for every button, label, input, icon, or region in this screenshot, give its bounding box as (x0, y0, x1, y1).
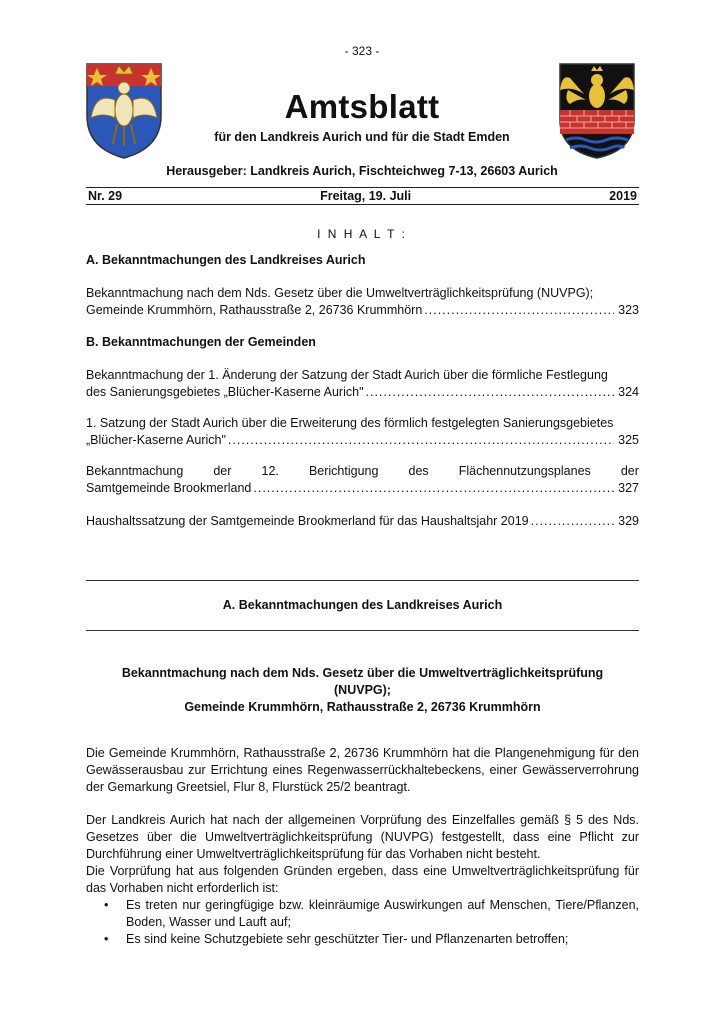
issue-date: Freitag, 19. Juli (320, 189, 412, 203)
toc-page-number: 327 (618, 481, 639, 495)
notice-title (86, 665, 639, 716)
toc-word: Flächennutzungsplanes (458, 464, 591, 478)
toc-entry-text: 1. Satzung der Stadt Aurich über die Erweiterung des förmlich festgelegten Sanierungsgebietes (86, 416, 614, 430)
section-heading: A. Bekanntmachungen des Landkreises Aurich (222, 598, 503, 612)
toc-entry-text: Samtgemeinde Brookmerland (86, 481, 252, 495)
toc-word: der (620, 464, 639, 478)
notice-title-line: (NUVPG); (334, 683, 391, 697)
body-paragraph: Die Vorprüfung hat aus folgenden Gründen ergeben, dass eine Umweltverträglichkeitsprüfung für das Vorhaben nicht erforderlich ist: (86, 864, 639, 895)
toc-entry-text: Bekanntmachung nach dem Nds. Gesetz über die Umweltverträglichkeitsprüfung (NUVPG); (86, 286, 594, 300)
toc-word: Berichtigung (308, 464, 379, 478)
toc-entry (86, 285, 639, 319)
gazette-title: Amtsblatt (284, 88, 440, 125)
toc-entry-text: Bekanntmachung der 1. Änderung der Satzung der Stadt Aurich über die förmliche Festlegung (86, 368, 608, 382)
toc-entry-text: Gemeinde Krummhörn, Rathausstraße 2, 26736 Krummhörn (86, 303, 423, 317)
toc-entry-text: des Sanierungsgebietes „Blücher-Kaserne Aurich" (86, 385, 364, 399)
toc-page-number: 325 (618, 433, 639, 447)
issue-year: 2019 (609, 189, 637, 203)
bullet-icon: • (104, 932, 109, 946)
toc-page-number: 323 (618, 303, 639, 317)
toc-leader-dots (228, 432, 614, 449)
notice-title-line: Gemeinde Krummhörn, Rathausstraße 2, 26736 Krummhörn (184, 700, 541, 714)
list-item-text: Es treten nur geringfügige bzw. kleinräumige Auswirkungen auf Menschen, Tiere/Pflanzen, Boden, Wasser und Lauft auf; (126, 898, 639, 929)
publisher-line: Herausgeber: Landkreis Aurich, Fischteichweg 7-13, 26603 Aurich (166, 164, 558, 178)
list-item (86, 897, 639, 931)
toc-page-number: 324 (618, 385, 639, 399)
gazette-subtitle: für den Landkreis Aurich und für die Stadt Emden (214, 130, 510, 144)
toc-word: des (408, 464, 429, 478)
toc-word: Bekanntmachung (86, 464, 184, 478)
bullet-list (86, 897, 639, 948)
section-divider-bottom (86, 630, 639, 631)
toc-section-b: B. Bekanntmachungen der Gemeinden (86, 335, 316, 349)
toc-leader-dots (253, 480, 614, 497)
toc-entry (86, 513, 639, 530)
toc-word: 12. (261, 464, 279, 478)
toc-entry (86, 463, 639, 497)
toc-heading: I N H A L T : (317, 227, 407, 241)
section-divider-top (86, 580, 639, 581)
toc-leader-dots (424, 302, 614, 319)
body-paragraph: Der Landkreis Aurich hat nach der allgemeinen Vorprüfung des Einzelfalles gemäß § 5 des Nds. Gesetzes über die Umweltverträglichkeitsprüfung (NUVPG) festgestellt, dass eine Pflicht zur Durchführung einer Umweltverträglichkeitsprüfung für das Vorhaben nicht besteht. (86, 813, 639, 861)
page-number: - 323 - (344, 44, 380, 58)
body-paragraph: Die Gemeinde Krummhörn, Rathausstraße 2, 26736 Krummhörn hat die Plangenehmigung für den Gewässerausbau zur Errichtung eines Regenwasserrückhaltebeckens, einer Gewässerverrohrung der Gemarkung Greetsiel, Flur 8, Flurstück 25/2 beantragt. (86, 746, 639, 794)
toc-page-number: 329 (618, 514, 639, 528)
toc-leader-dots (366, 384, 615, 401)
bullet-icon: • (104, 898, 109, 912)
notice-title-line: Bekanntmachung nach dem Nds. Gesetz über die Umweltverträglichkeitsprüfung (121, 666, 604, 680)
toc-entry (86, 367, 639, 401)
toc-entry-text: „Blücher-Kaserne Aurich" (86, 433, 226, 447)
toc-entry (86, 415, 639, 449)
issue-line (86, 187, 639, 205)
list-item-text: Es sind keine Schutzgebiete sehr geschützter Tier- und Pflanzenarten betroffen; (126, 932, 569, 946)
list-item (86, 931, 639, 948)
issue-number: Nr. 29 (88, 189, 123, 203)
toc-section-a: A. Bekanntmachungen des Landkreises Aurich (86, 253, 366, 267)
toc-word: der (213, 464, 232, 478)
toc-entry-text (86, 463, 639, 480)
toc-entry-text: Haushaltssatzung der Samtgemeinde Brookmerland für das Haushaltsjahr 2019 (86, 514, 529, 528)
toc-leader-dots (531, 513, 615, 530)
